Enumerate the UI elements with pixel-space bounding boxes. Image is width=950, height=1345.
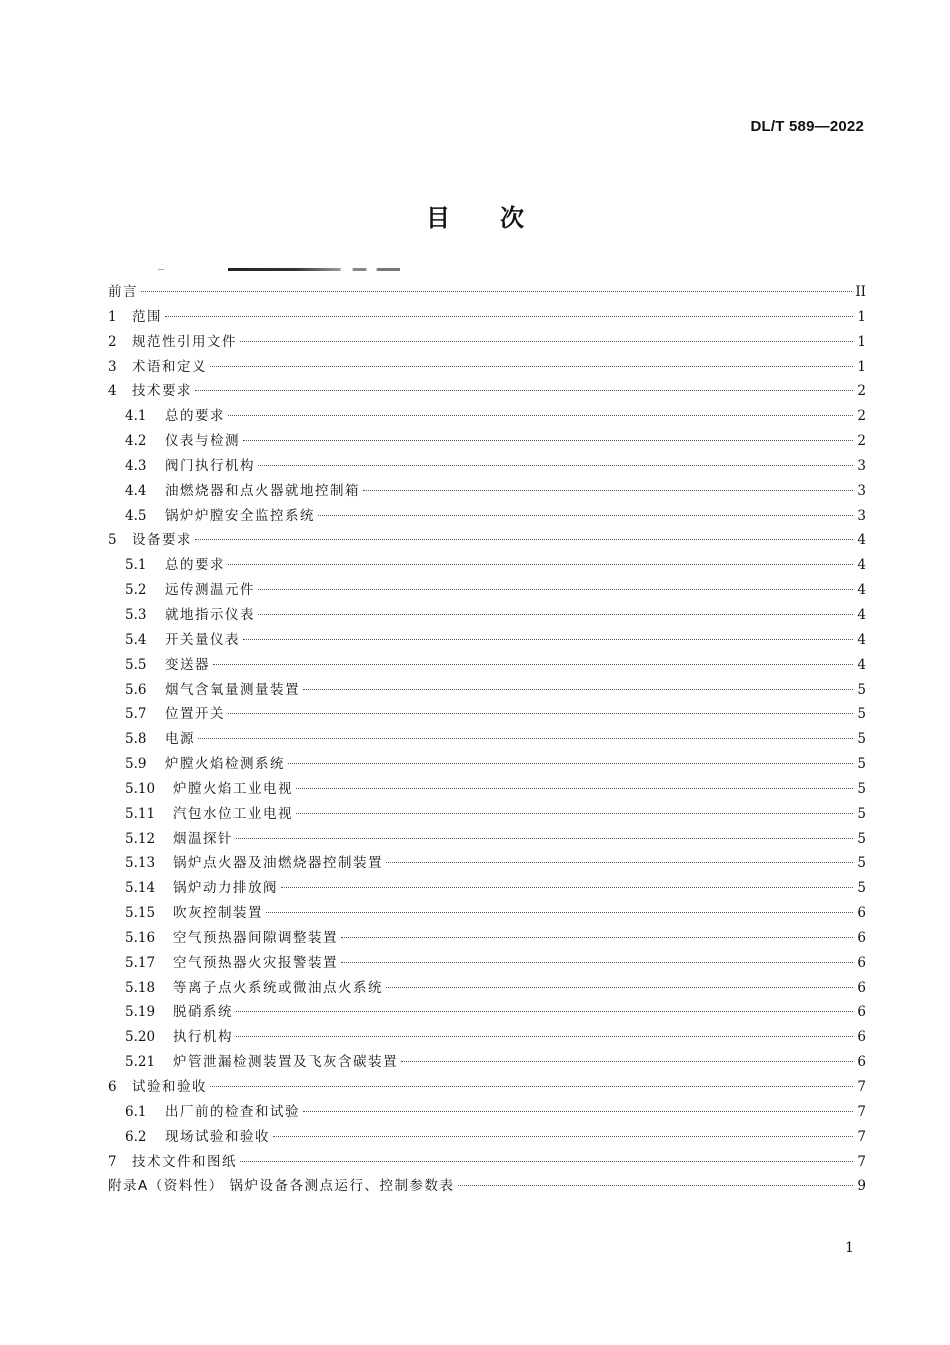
toc-entry-number: 3 xyxy=(108,358,117,375)
page-title: 目次 xyxy=(426,204,574,232)
toc-entry-page: 1 xyxy=(857,308,866,325)
toc-leader-dots xyxy=(228,713,853,714)
toc-leader-dots xyxy=(195,390,853,391)
toc-entry-page: 4 xyxy=(857,582,866,599)
toc-entry-page: 4 xyxy=(857,631,866,648)
toc-entry-number: 6.2 xyxy=(125,1128,147,1145)
toc-entry-number: 5.19 xyxy=(125,1004,156,1021)
toc-entry-number: 1 xyxy=(108,308,117,325)
toc-entry[interactable] xyxy=(108,330,866,355)
toc-entry[interactable] xyxy=(108,1150,866,1175)
toc-entry-page: 5 xyxy=(857,706,866,723)
toc-entry-label: 试验和验收 xyxy=(132,1079,207,1095)
toc-entry-page: 2 xyxy=(857,433,866,450)
toc-leader-dots xyxy=(198,738,853,739)
table-of-contents xyxy=(108,280,866,1199)
toc-entry[interactable] xyxy=(108,355,866,380)
toc-entry-label: 炉膛火焰检测系统 xyxy=(165,756,285,773)
toc-entry-page: 4 xyxy=(857,656,866,673)
toc-entry-number: 6 xyxy=(108,1079,117,1095)
toc-entry-label: 术语和定义 xyxy=(132,358,207,375)
toc-entry[interactable] xyxy=(108,553,866,578)
toc-leader-dots xyxy=(258,614,853,615)
toc-entry-label: 附录A（资料性） 锅炉设备各测点运行、控制参数表 xyxy=(108,1178,455,1195)
toc-entry-number: 5.15 xyxy=(125,905,156,922)
toc-leader-dots xyxy=(401,1061,853,1062)
toc-leader-dots xyxy=(303,689,853,690)
toc-leader-dots xyxy=(240,341,853,342)
toc-entry[interactable] xyxy=(108,1100,866,1125)
toc-entry[interactable] xyxy=(108,976,866,1001)
toc-entry[interactable] xyxy=(108,678,866,703)
toc-entry-label: 前言 xyxy=(108,284,138,300)
toc-leader-dots xyxy=(386,862,853,863)
toc-entry-number: 5.21 xyxy=(125,1054,156,1071)
toc-entry-page: 6 xyxy=(857,954,866,971)
toc-entry[interactable] xyxy=(108,851,866,876)
toc-entry-label: 锅炉点火器及油燃烧器控制装置 xyxy=(173,855,383,872)
toc-entry-page: 4 xyxy=(857,557,866,574)
toc-leader-dots xyxy=(281,887,853,888)
toc-entry-page: 6 xyxy=(857,979,866,996)
toc-entry-page: 7 xyxy=(857,1079,866,1095)
toc-entry[interactable] xyxy=(108,628,866,653)
toc-entry[interactable] xyxy=(108,727,866,752)
toc-entry-label: 规范性引用文件 xyxy=(132,333,237,350)
toc-entry[interactable] xyxy=(108,802,866,827)
toc-leader-dots xyxy=(273,1136,853,1137)
toc-leader-dots xyxy=(258,589,853,590)
toc-entry-number: 5.13 xyxy=(125,855,156,872)
toc-entry-number: 6.1 xyxy=(125,1103,147,1120)
toc-entry-number: 4.4 xyxy=(125,482,147,499)
toc-leader-dots xyxy=(243,440,853,441)
toc-entry-number: 5.20 xyxy=(125,1029,156,1046)
toc-entry-number: 5.8 xyxy=(125,731,147,748)
toc-entry-page: 6 xyxy=(857,929,866,946)
toc-entry-page: 5 xyxy=(857,855,866,872)
toc-entry-number: 7 xyxy=(108,1153,117,1170)
toc-entry[interactable] xyxy=(108,603,866,628)
toc-entry[interactable] xyxy=(108,305,866,330)
toc-entry-page: 6 xyxy=(857,1004,866,1021)
toc-entry-page: 1 xyxy=(857,333,866,350)
toc-entry-page: 9 xyxy=(857,1178,866,1195)
toc-entry-page: 3 xyxy=(857,507,866,524)
toc-leader-dots xyxy=(386,987,853,988)
toc-leader-dots xyxy=(240,1161,853,1162)
toc-entry-page: 5 xyxy=(857,880,866,897)
toc-entry-label: 烟温探针 xyxy=(173,830,233,847)
toc-leader-dots xyxy=(236,838,853,839)
toc-entry-label: 汽包水位工业电视 xyxy=(173,805,293,822)
toc-entry-page: 6 xyxy=(857,905,866,922)
toc-entry-label: 变送器 xyxy=(165,656,210,673)
toc-entry-number: 5.2 xyxy=(125,582,147,599)
toc-entry-label: 锅炉动力排放阀 xyxy=(173,880,278,897)
toc-entry-label: 位置开关 xyxy=(165,706,225,723)
toc-entry-number: 5.11 xyxy=(125,805,156,822)
toc-leader-dots xyxy=(165,316,853,317)
toc-leader-dots xyxy=(341,937,853,938)
toc-entry-page: 1 xyxy=(857,358,866,375)
toc-entry-label: 空气预热器火灾报警装置 xyxy=(173,954,338,971)
toc-entry[interactable] xyxy=(108,777,866,802)
toc-entry-label: 脱硝系统 xyxy=(173,1004,233,1021)
toc-entry-label: 执行机构 xyxy=(173,1029,233,1046)
toc-leader-dots xyxy=(236,1011,853,1012)
toc-entry-page: 5 xyxy=(857,830,866,847)
toc-entry[interactable] xyxy=(108,702,866,727)
toc-entry-number: 5.1 xyxy=(125,557,147,574)
toc-entry-label: 锅炉炉膛安全监控系统 xyxy=(165,507,315,524)
toc-leader-dots xyxy=(296,813,853,814)
toc-entry[interactable] xyxy=(108,429,866,454)
toc-entry-number: 5 xyxy=(108,532,117,549)
toc-entry-page: 6 xyxy=(857,1029,866,1046)
toc-entry[interactable] xyxy=(108,1025,866,1050)
toc-entry-number: 5.18 xyxy=(125,979,156,996)
toc-leader-dots xyxy=(243,639,853,640)
toc-leader-dots xyxy=(228,564,853,565)
toc-entry-number: 4.2 xyxy=(125,433,147,450)
toc-entry[interactable] xyxy=(108,876,866,901)
toc-entry[interactable] xyxy=(108,379,866,404)
toc-entry[interactable] xyxy=(108,752,866,777)
toc-leader-dots xyxy=(458,1185,853,1186)
toc-entry-label: 空气预热器间隙调整装置 xyxy=(173,929,338,946)
toc-entry-label: 就地指示仪表 xyxy=(165,606,255,623)
toc-entry-number: 4 xyxy=(108,383,117,400)
toc-entry-page: 7 xyxy=(857,1128,866,1145)
toc-leader-dots xyxy=(210,1086,853,1087)
toc-entry-page: 3 xyxy=(857,482,866,499)
scan-artifact-line xyxy=(228,268,400,271)
toc-entry[interactable] xyxy=(108,901,866,926)
toc-entry[interactable] xyxy=(108,1050,866,1075)
toc-leader-dots xyxy=(228,415,853,416)
toc-entry-number: 5.12 xyxy=(125,830,156,847)
document-code: DL/T 589—2022 xyxy=(750,118,864,135)
toc-entry-label: 吹灰控制装置 xyxy=(173,905,263,922)
toc-entry-page: 2 xyxy=(857,408,866,425)
toc-entry-number: 5.7 xyxy=(125,706,147,723)
toc-entry-label: 总的要求 xyxy=(165,557,225,574)
toc-entry-label: 技术文件和图纸 xyxy=(132,1153,237,1170)
toc-entry-label: 电源 xyxy=(165,731,195,748)
toc-entry-page: 4 xyxy=(857,606,866,623)
toc-entry-number: 4.1 xyxy=(125,408,147,425)
toc-leader-dots xyxy=(363,490,853,491)
toc-entry-number: 5.16 xyxy=(125,929,156,946)
toc-entry-number: 5.3 xyxy=(125,606,147,623)
toc-leader-dots xyxy=(303,1111,853,1112)
toc-leader-dots xyxy=(236,1036,853,1037)
toc-entry[interactable] xyxy=(108,1075,866,1100)
toc-entry[interactable] xyxy=(108,1125,866,1150)
toc-entry[interactable] xyxy=(108,528,866,553)
toc-entry[interactable] xyxy=(108,1174,866,1199)
toc-leader-dots xyxy=(141,291,852,292)
toc-entry-page: 5 xyxy=(857,805,866,822)
toc-entry[interactable] xyxy=(108,827,866,852)
toc-entry-number: 5.9 xyxy=(125,756,147,773)
toc-entry-label: 技术要求 xyxy=(132,383,192,400)
toc-entry[interactable] xyxy=(108,479,866,504)
toc-entry-label: 烟气含氧量测量装置 xyxy=(165,681,300,698)
toc-entry-label: 范围 xyxy=(132,308,162,325)
toc-entry-page: 5 xyxy=(857,731,866,748)
toc-entry-page: 7 xyxy=(857,1153,866,1170)
toc-entry[interactable] xyxy=(108,454,866,479)
toc-leader-dots xyxy=(288,763,853,764)
toc-entry-number: 2 xyxy=(108,333,117,350)
toc-entry-number: 4.5 xyxy=(125,507,147,524)
toc-entry-page: II xyxy=(855,284,866,300)
toc-entry[interactable] xyxy=(108,504,866,529)
scan-artifact xyxy=(158,269,164,270)
toc-entry[interactable] xyxy=(108,404,866,429)
toc-entry-label: 炉膛火焰工业电视 xyxy=(173,780,293,797)
toc-entry-number: 5.10 xyxy=(125,780,156,797)
toc-entry-label: 出厂前的检查和试验 xyxy=(165,1103,300,1120)
toc-leader-dots xyxy=(341,962,853,963)
toc-entry-label: 开关量仪表 xyxy=(165,631,240,648)
toc-leader-dots xyxy=(296,788,853,789)
toc-entry-label: 仪表与检测 xyxy=(165,433,240,450)
toc-entry[interactable] xyxy=(108,951,866,976)
toc-entry[interactable] xyxy=(108,280,866,305)
toc-entry-label: 油燃烧器和点火器就地控制箱 xyxy=(165,482,360,499)
toc-entry-label: 等离子点火系统或微油点火系统 xyxy=(173,979,383,996)
toc-entry-number: 5.6 xyxy=(125,681,147,698)
toc-entry-page: 4 xyxy=(857,532,866,549)
toc-entry[interactable] xyxy=(108,578,866,603)
toc-entry-number: 4.3 xyxy=(125,457,147,474)
toc-entry-number: 5.5 xyxy=(125,656,147,673)
toc-entry-label: 现场试验和验收 xyxy=(165,1128,270,1145)
toc-entry-number: 5.4 xyxy=(125,631,147,648)
toc-leader-dots xyxy=(266,912,853,913)
toc-entry-number: 5.17 xyxy=(125,954,156,971)
toc-entry-label: 炉管泄漏检测装置及飞灰含碳装置 xyxy=(173,1054,398,1071)
toc-entry-label: 远传测温元件 xyxy=(165,582,255,599)
toc-entry-label: 设备要求 xyxy=(132,532,192,549)
toc-entry-label: 总的要求 xyxy=(165,408,225,425)
toc-entry-page: 5 xyxy=(857,780,866,797)
page-number: 1 xyxy=(845,1240,854,1256)
toc-entry-page: 6 xyxy=(857,1054,866,1071)
toc-entry-page: 3 xyxy=(857,457,866,474)
toc-entry-page: 2 xyxy=(857,383,866,400)
toc-leader-dots xyxy=(258,465,853,466)
toc-entry-label: 阀门执行机构 xyxy=(165,457,255,474)
toc-entry[interactable] xyxy=(108,653,866,678)
toc-entry[interactable] xyxy=(108,1000,866,1025)
toc-leader-dots xyxy=(318,515,853,516)
toc-leader-dots xyxy=(213,664,853,665)
toc-leader-dots xyxy=(195,539,853,540)
toc-entry-page: 7 xyxy=(857,1103,866,1120)
toc-entry[interactable] xyxy=(108,926,866,951)
toc-entry-number: 5.14 xyxy=(125,880,156,897)
toc-entry-page: 5 xyxy=(857,756,866,773)
toc-leader-dots xyxy=(210,366,853,367)
toc-entry-page: 5 xyxy=(857,681,866,698)
